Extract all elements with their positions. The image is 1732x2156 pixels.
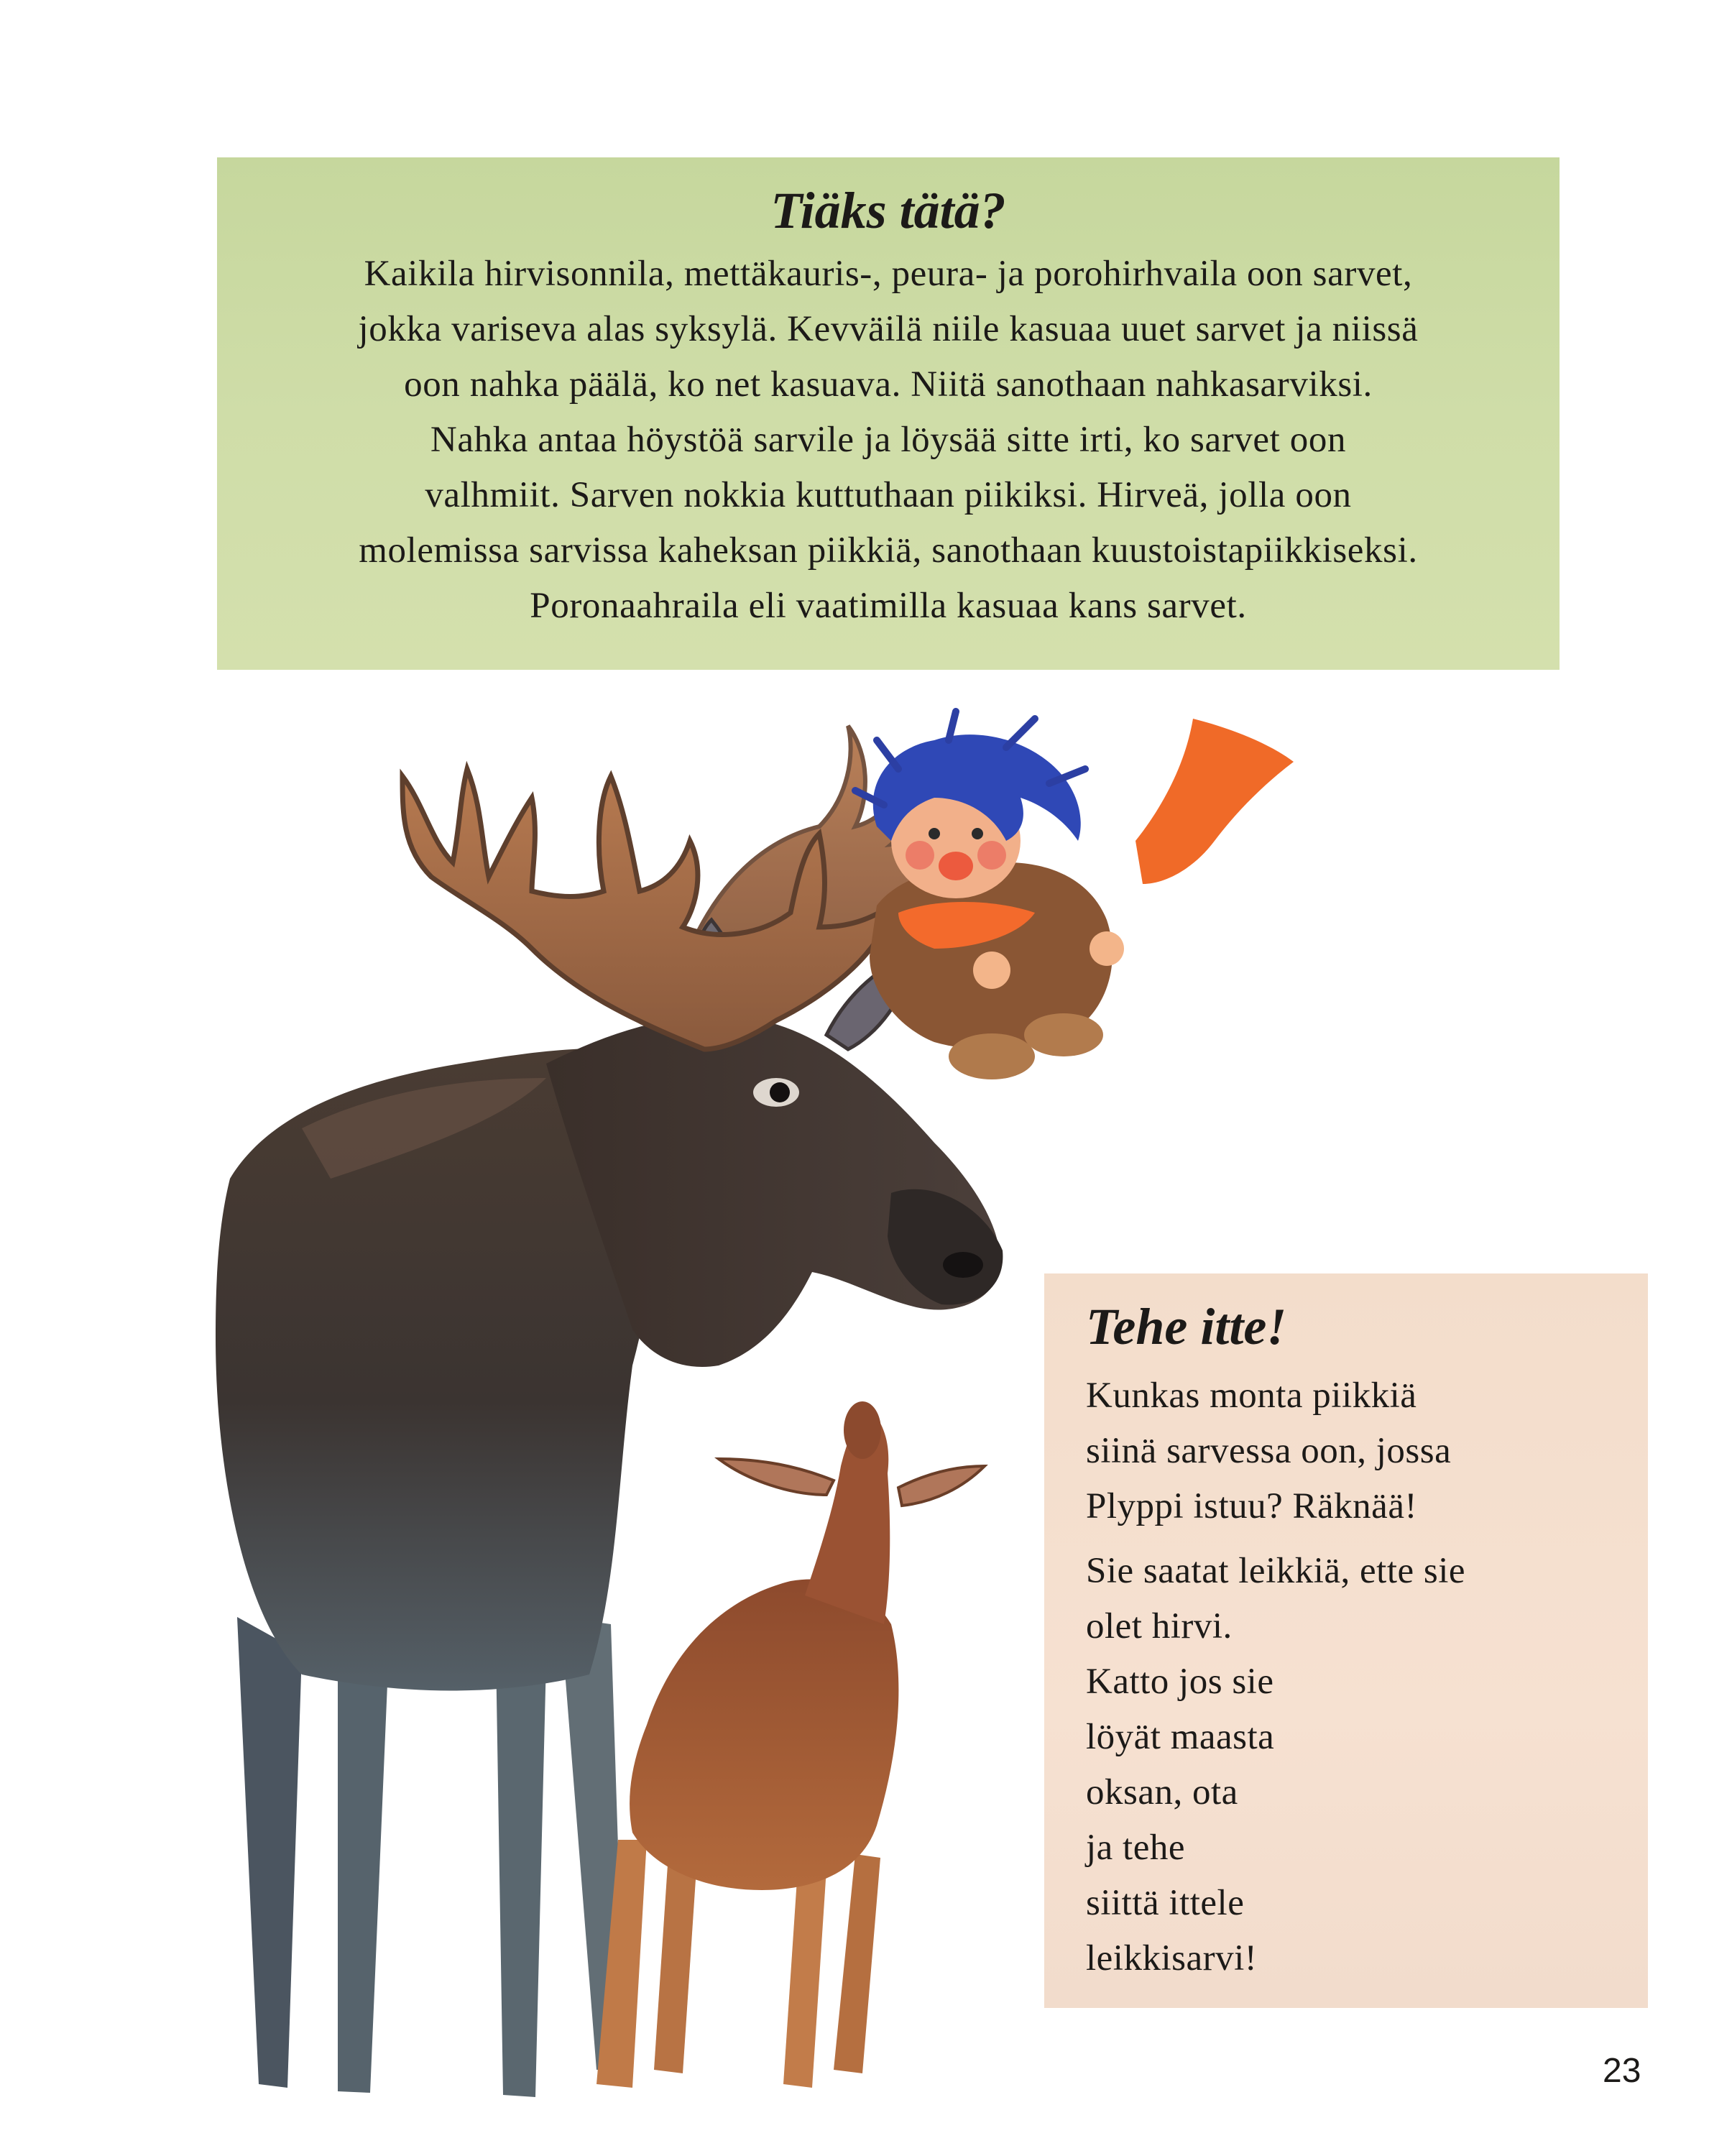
activity-text-line: siittä ittele: [1086, 1883, 1245, 1923]
activity-text-line: Plyppi istuu? Räknää!: [1086, 1486, 1417, 1526]
activity-text-line: leikkisarvi!: [1086, 1938, 1258, 1978]
activity-text-line: olet hirvi.: [1086, 1606, 1233, 1646]
activity-text-line: Kunkas monta piikkiä: [1086, 1376, 1417, 1416]
info-box: [217, 157, 1560, 670]
activity-text-line: Katto jos sie: [1086, 1662, 1274, 1702]
activity-text-line: siinä sarvessa oon, jossa: [1086, 1431, 1452, 1471]
info-text-line: Kaikila hirvisonnila, mettäkauris-, peura- ja porohirhvaila oon sarvet,: [364, 254, 1413, 294]
activity-paragraph-play: [1086, 1544, 1648, 1986]
moose-antler-front: [402, 769, 891, 1049]
activity-box: [1044, 1273, 1648, 2008]
activity-text-line: oksan, ota: [1086, 1772, 1238, 1812]
activity-text-line: ja tehe: [1086, 1828, 1185, 1868]
page-number: 23: [1603, 2052, 1641, 2090]
info-text-line: molemissa sarvissa kaheksan piikkiä, sanothaan kuustoistapiikkiseksi.: [359, 530, 1418, 571]
paragraph-gap: [1086, 1534, 1648, 1544]
activity-title: Tehe itte!: [1086, 1298, 1287, 1355]
info-text-line: jokka variseva alas syksylä. Kevväilä niile kasuaa uuet sarvet ja niissä: [358, 309, 1419, 349]
info-title: Tiäks tätä?: [770, 182, 1006, 239]
info-text-line: Poronaahraila eli vaatimilla kasuaa kans sarvet.: [530, 586, 1247, 626]
info-text-line: Nahka antaa höystöä sarvile ja löysää sitte irti, ko sarvet oon: [430, 420, 1347, 460]
info-text-line: oon nahka päälä, ko net kasuava. Niitä sanothaan nahkasarviksi.: [404, 364, 1373, 405]
activity-text-line: Sie saatat leikkiä, ette sie: [1086, 1551, 1466, 1591]
activity-paragraph-count: [1086, 1368, 1648, 1534]
moose-calf: [596, 1401, 985, 2088]
troll-character: [855, 711, 1294, 1079]
activity-text-line: löyät maasta: [1086, 1717, 1275, 1757]
info-text-line: valhmiit. Sarven nokkia kuttuthaan piikiksi. Hirveä, jolla oon: [425, 475, 1352, 515]
